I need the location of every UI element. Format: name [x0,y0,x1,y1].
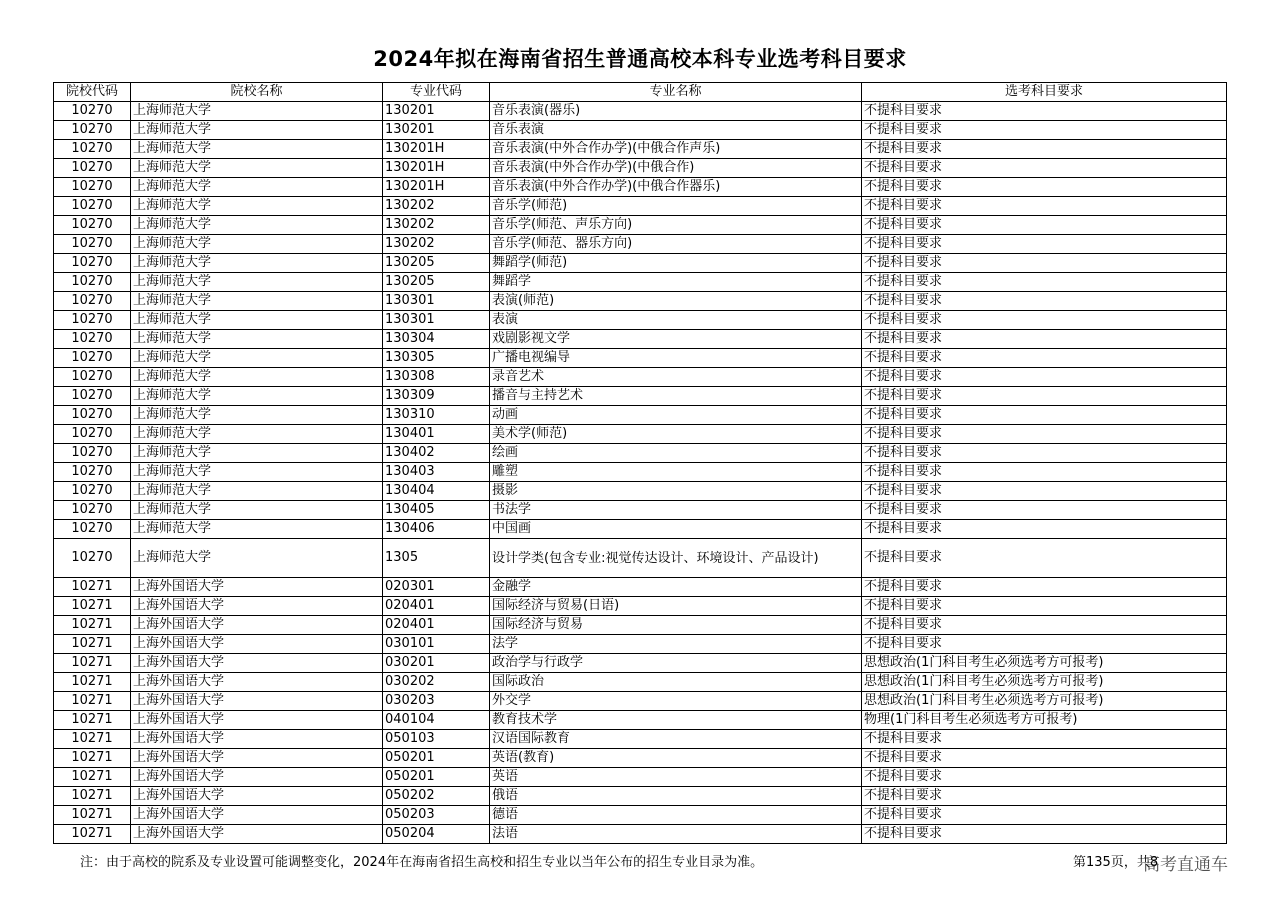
cell-major-code: 130201H [383,178,490,197]
cell-school-code: 10270 [54,425,131,444]
cell-major-code: 130201H [383,159,490,178]
cell-school-name: 上海师范大学 [131,444,383,463]
cell-major-name: 中国画 [490,520,862,539]
cell-school-name: 上海外国语大学 [131,597,383,616]
cell-requirement: 不提科目要求 [862,178,1227,197]
cell-major-code: 030202 [383,673,490,692]
cell-school-code: 10270 [54,273,131,292]
cell-requirement: 不提科目要求 [862,520,1227,539]
cell-school-code: 10270 [54,349,131,368]
cell-major-code: 020401 [383,597,490,616]
cell-major-name: 音乐表演(中外合作办学)(中俄合作声乐) [490,140,862,159]
cell-requirement: 不提科目要求 [862,539,1227,578]
table-row [54,140,1227,159]
cell-major-name: 音乐学(师范、声乐方向) [490,216,862,235]
cell-school-code: 10270 [54,501,131,520]
cell-requirement: 不提科目要求 [862,825,1227,844]
cell-school-code: 10271 [54,768,131,787]
cell-school-code: 10271 [54,654,131,673]
cell-major-name: 汉语国际教育 [490,730,862,749]
cell-major-name: 金融学 [490,578,862,597]
table-header-row [54,83,1227,102]
cell-school-name: 上海师范大学 [131,235,383,254]
cell-school-name: 上海师范大学 [131,121,383,140]
cell-major-name: 录音艺术 [490,368,862,387]
cell-major-code: 130405 [383,501,490,520]
cell-major-name: 法学 [490,635,862,654]
cell-major-code: 130309 [383,387,490,406]
table-row [54,368,1227,387]
cell-requirement: 不提科目要求 [862,121,1227,140]
table-row [54,654,1227,673]
cell-requirement: 不提科目要求 [862,235,1227,254]
cell-school-name: 上海师范大学 [131,349,383,368]
cell-major-name: 音乐学(师范、器乐方向) [490,235,862,254]
cell-major-code: 050201 [383,768,490,787]
cell-major-code: 130401 [383,425,490,444]
table-body [54,102,1227,844]
table-row [54,806,1227,825]
cell-school-name: 上海师范大学 [131,539,383,578]
cell-major-code: 130202 [383,197,490,216]
cell-requirement: 物理(1门科目考生必须选考方可报考) [862,711,1227,730]
cell-major-name: 国际政治 [490,673,862,692]
cell-requirement: 不提科目要求 [862,578,1227,597]
cell-requirement: 思想政治(1门科目考生必须选考方可报考) [862,692,1227,711]
cell-requirement: 思想政治(1门科目考生必须选考方可报考) [862,673,1227,692]
table-row [54,597,1227,616]
table-row [54,330,1227,349]
cell-requirement: 不提科目要求 [862,806,1227,825]
cell-requirement: 不提科目要求 [862,254,1227,273]
table-row [54,673,1227,692]
cell-major-name: 动画 [490,406,862,425]
cell-major-name: 音乐表演(中外合作办学)(中俄合作器乐) [490,178,862,197]
cell-requirement: 不提科目要求 [862,311,1227,330]
table-row [54,159,1227,178]
cell-major-name: 音乐学(师范) [490,197,862,216]
cell-major-code: 130402 [383,444,490,463]
cell-requirement: 不提科目要求 [862,444,1227,463]
table-row [54,463,1227,482]
cell-school-name: 上海外国语大学 [131,749,383,768]
cell-major-code: 130403 [383,463,490,482]
cell-major-name: 音乐表演 [490,121,862,140]
cell-major-name: 德语 [490,806,862,825]
cell-school-name: 上海师范大学 [131,425,383,444]
cell-major-code: 030203 [383,692,490,711]
cell-major-code: 020401 [383,616,490,635]
cell-major-code: 130201H [383,140,490,159]
cell-requirement: 不提科目要求 [862,159,1227,178]
cell-major-name: 雕塑 [490,463,862,482]
table-row [54,482,1227,501]
cell-major-code: 130205 [383,254,490,273]
cell-school-code: 10270 [54,216,131,235]
cell-major-name: 法语 [490,825,862,844]
cell-school-code: 10270 [54,235,131,254]
cell-major-name: 国际经济与贸易 [490,616,862,635]
cell-major-name: 外交学 [490,692,862,711]
cell-major-code: 050201 [383,749,490,768]
cell-major-name: 表演(师范) [490,292,862,311]
table-row [54,711,1227,730]
table-row [54,825,1227,844]
table-row [54,273,1227,292]
cell-major-code: 130201 [383,102,490,121]
cell-requirement: 不提科目要求 [862,749,1227,768]
cell-school-code: 10270 [54,463,131,482]
cell-major-name: 英语(教育) [490,749,862,768]
cell-requirement: 不提科目要求 [862,616,1227,635]
table-row [54,635,1227,654]
table-row [54,616,1227,635]
table-row [54,178,1227,197]
table-row [54,539,1227,578]
cell-school-name: 上海外国语大学 [131,673,383,692]
cell-requirement: 不提科目要求 [862,597,1227,616]
cell-major-code: 050103 [383,730,490,749]
cell-requirement: 不提科目要求 [862,330,1227,349]
cell-school-name: 上海师范大学 [131,102,383,121]
cell-school-code: 10271 [54,749,131,768]
table-row [54,406,1227,425]
cell-school-code: 10271 [54,787,131,806]
cell-major-code: 130301 [383,292,490,311]
header-major-name: 专业名称 [490,83,862,102]
cell-major-code: 030101 [383,635,490,654]
cell-major-code: 130404 [383,482,490,501]
cell-school-name: 上海师范大学 [131,178,383,197]
cell-major-name: 设计学类(包含专业:视觉传达设计、环境设计、产品设计) [490,539,862,578]
page-number: 第135页，共8 [1073,855,1159,870]
cell-school-code: 10270 [54,330,131,349]
cell-major-name: 戏剧影视文学 [490,330,862,349]
table-row [54,425,1227,444]
cell-school-name: 上海外国语大学 [131,654,383,673]
header-school-code: 院校代码 [54,83,131,102]
cell-requirement: 不提科目要求 [862,292,1227,311]
cell-major-name: 音乐表演(器乐) [490,102,862,121]
cell-school-name: 上海外国语大学 [131,806,383,825]
cell-school-name: 上海师范大学 [131,216,383,235]
cell-school-name: 上海师范大学 [131,311,383,330]
cell-school-name: 上海师范大学 [131,292,383,311]
cell-school-code: 10270 [54,197,131,216]
cell-school-name: 上海师范大学 [131,159,383,178]
cell-school-code: 10271 [54,616,131,635]
cell-major-code: 130305 [383,349,490,368]
cell-school-code: 10270 [54,254,131,273]
cell-major-code: 130304 [383,330,490,349]
cell-school-code: 10270 [54,102,131,121]
cell-school-code: 10271 [54,578,131,597]
cell-major-code: 130202 [383,216,490,235]
requirements-table [53,82,1227,844]
cell-major-code: 1305 [383,539,490,578]
table-row [54,730,1227,749]
cell-major-code: 030201 [383,654,490,673]
cell-major-code: 050204 [383,825,490,844]
cell-requirement: 不提科目要求 [862,387,1227,406]
cell-requirement: 不提科目要求 [862,197,1227,216]
cell-school-code: 10270 [54,406,131,425]
table-row [54,749,1227,768]
table-row [54,197,1227,216]
cell-school-name: 上海师范大学 [131,463,383,482]
table-row [54,102,1227,121]
footnote: 注：由于高校的院系及专业设置可能调整变化，2024年在海南省招生高校和招生专业以当年公布的招生专业目录为准。 [80,855,764,870]
cell-school-name: 上海师范大学 [131,368,383,387]
table-row [54,787,1227,806]
cell-school-name: 上海师范大学 [131,140,383,159]
cell-school-name: 上海师范大学 [131,330,383,349]
cell-major-name: 政治学与行政学 [490,654,862,673]
watermark-text: 高考直通车 [1143,855,1228,875]
cell-major-code: 130308 [383,368,490,387]
cell-major-name: 俄语 [490,787,862,806]
cell-school-code: 10271 [54,730,131,749]
cell-school-code: 10270 [54,368,131,387]
cell-school-name: 上海师范大学 [131,406,383,425]
cell-requirement: 不提科目要求 [862,216,1227,235]
cell-school-code: 10270 [54,159,131,178]
table-row [54,349,1227,368]
cell-major-name: 教育技术学 [490,711,862,730]
cell-major-name: 书法学 [490,501,862,520]
cell-major-code: 130406 [383,520,490,539]
cell-major-name: 表演 [490,311,862,330]
cell-school-name: 上海外国语大学 [131,692,383,711]
cell-school-name: 上海师范大学 [131,501,383,520]
cell-requirement: 不提科目要求 [862,768,1227,787]
cell-requirement: 不提科目要求 [862,406,1227,425]
cell-school-code: 10270 [54,444,131,463]
cell-requirement: 不提科目要求 [862,635,1227,654]
cell-requirement: 不提科目要求 [862,463,1227,482]
cell-major-name: 英语 [490,768,862,787]
cell-major-code: 050202 [383,787,490,806]
cell-major-name: 播音与主持艺术 [490,387,862,406]
cell-school-code: 10271 [54,673,131,692]
cell-major-code: 050203 [383,806,490,825]
cell-major-name: 美术学(师范) [490,425,862,444]
cell-requirement: 不提科目要求 [862,425,1227,444]
cell-school-name: 上海师范大学 [131,482,383,501]
cell-school-name: 上海师范大学 [131,197,383,216]
table-row [54,578,1227,597]
header-requirement: 选考科目要求 [862,83,1227,102]
table-row [54,692,1227,711]
cell-requirement: 不提科目要求 [862,349,1227,368]
cell-school-name: 上海外国语大学 [131,635,383,654]
cell-school-name: 上海外国语大学 [131,768,383,787]
cell-school-name: 上海外国语大学 [131,730,383,749]
cell-school-code: 10271 [54,825,131,844]
table-row [54,216,1227,235]
cell-school-name: 上海师范大学 [131,520,383,539]
cell-major-code: 130202 [383,235,490,254]
cell-requirement: 不提科目要求 [862,482,1227,501]
table-row [54,311,1227,330]
cell-school-code: 10271 [54,711,131,730]
cell-school-code: 10270 [54,178,131,197]
cell-major-code: 130205 [383,273,490,292]
cell-major-code: 130301 [383,311,490,330]
page-title: 2024年拟在海南省招生普通高校本科专业选考科目要求 [373,47,907,71]
table-row [54,387,1227,406]
cell-school-name: 上海外国语大学 [131,787,383,806]
cell-school-code: 10270 [54,387,131,406]
cell-requirement: 不提科目要求 [862,730,1227,749]
cell-school-code: 10270 [54,520,131,539]
cell-school-name: 上海外国语大学 [131,825,383,844]
cell-school-code: 10270 [54,482,131,501]
cell-major-name: 国际经济与贸易(日语) [490,597,862,616]
cell-school-code: 10271 [54,635,131,654]
cell-requirement: 不提科目要求 [862,273,1227,292]
cell-school-code: 10270 [54,140,131,159]
table-row [54,501,1227,520]
cell-school-code: 10270 [54,292,131,311]
table-row [54,520,1227,539]
cell-school-code: 10271 [54,806,131,825]
cell-major-name: 绘画 [490,444,862,463]
cell-requirement: 不提科目要求 [862,501,1227,520]
table-row [54,235,1227,254]
cell-school-name: 上海师范大学 [131,273,383,292]
cell-school-name: 上海师范大学 [131,254,383,273]
cell-major-name: 广播电视编导 [490,349,862,368]
cell-requirement: 不提科目要求 [862,102,1227,121]
cell-school-code: 10270 [54,121,131,140]
cell-requirement: 不提科目要求 [862,787,1227,806]
table-row [54,254,1227,273]
table-row [54,444,1227,463]
table-row [54,121,1227,140]
cell-school-code: 10270 [54,539,131,578]
cell-major-name: 舞蹈学(师范) [490,254,862,273]
cell-major-code: 130201 [383,121,490,140]
cell-school-name: 上海师范大学 [131,387,383,406]
cell-school-name: 上海外国语大学 [131,711,383,730]
cell-school-name: 上海外国语大学 [131,616,383,635]
header-major-code: 专业代码 [383,83,490,102]
table-row [54,768,1227,787]
cell-major-code: 040104 [383,711,490,730]
cell-major-name: 舞蹈学 [490,273,862,292]
table-row [54,292,1227,311]
cell-requirement: 不提科目要求 [862,140,1227,159]
cell-school-code: 10271 [54,692,131,711]
cell-requirement: 思想政治(1门科目考生必须选考方可报考) [862,654,1227,673]
cell-school-code: 10271 [54,597,131,616]
header-school-name: 院校名称 [131,83,383,102]
cell-school-name: 上海外国语大学 [131,578,383,597]
cell-major-name: 摄影 [490,482,862,501]
cell-major-name: 音乐表演(中外合作办学)(中俄合作) [490,159,862,178]
cell-major-code: 020301 [383,578,490,597]
cell-requirement: 不提科目要求 [862,368,1227,387]
cell-major-code: 130310 [383,406,490,425]
cell-school-code: 10270 [54,311,131,330]
